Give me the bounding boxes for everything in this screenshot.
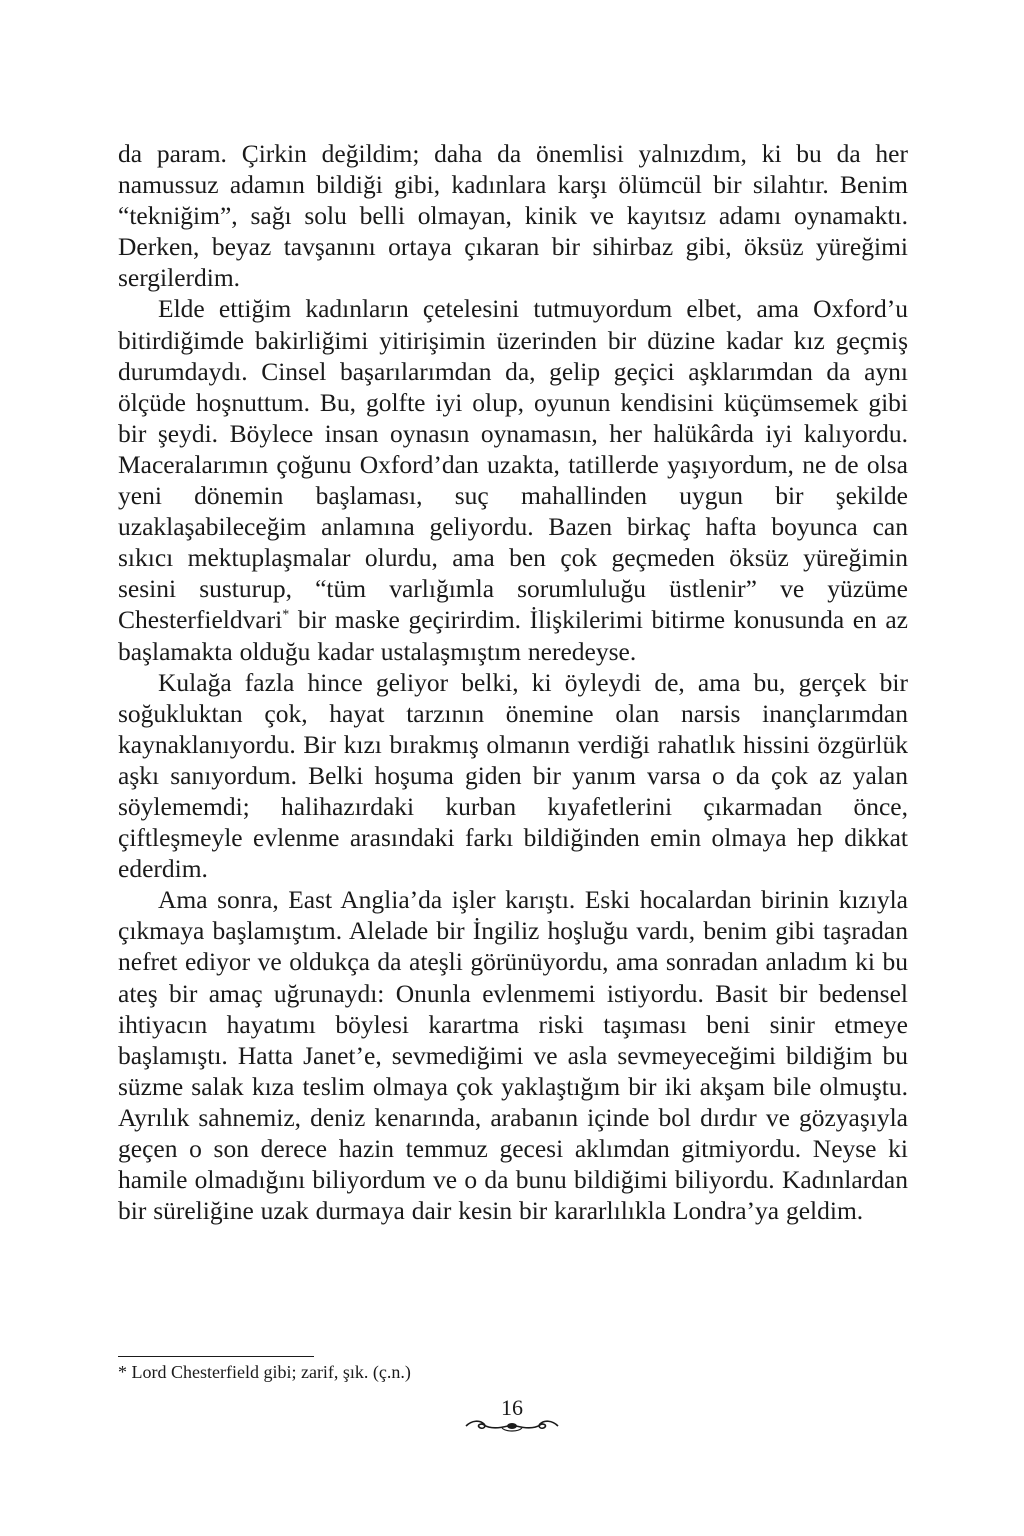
- paragraph: Kulağa fazla hince geliyor belki, ki öyleydi de, ama bu, gerçek bir soğukluktan çok, hayat tarzının önemine olan narsis inançlarımdan kaynaklanıyordu. Bir kızı bırakmış olmanın verdiği rahatlık hissini özgürlük aşkı sanıyordum. Belki hoşuma giden bir yanım varsa o da çok az yalan söylememdi; halihazırdaki kurban kıyafetlerini çıkarmadan önce, çiftleşmeyle evlenme arasındaki farkı bildiğinden emin olmaya hep dikkat ederdim.: [118, 667, 908, 884]
- page-body: [118, 138, 908, 1226]
- paragraph: Ama sonra, East Anglia’da işler karıştı. Eski hocalardan birinin kızıyla çıkmaya başlamıştım. Alelade bir İngiliz hoşluğu vardı, benim gibi taşradan nefret ediyor ve oldukça da ateşli görünüyordu, ama sonradan anladım ki bu ateş bir amaç uğrunaydı: Onunla evlenmemi istiyordu. Basit bir bedensel ihtiyacın hayatımı böylesi karartma riski taşıması beni sinir etmeye başlamıştı. Hatta Janet’e, sevmediğimi ve asla sevmeyeceğimi bildiğim bu süzme salak kıza teslim olmaya çok yaklaştığım bir iki akşam bile olmuştu. Ayrılık sahnemiz, deniz kenarında, arabanın içinde bol dırdır ve gözyaşıyla geçen o son derece hazin temmuz gecesi aklımdan gitmiyordu. Neyse ki hamile olmadığını biliyordum ve o da bunu bildiğimi biliyordu. Kadınlardan bir süreliğine uzak durmaya dair kesin bir kararlılıkla Londra’ya geldim.: [118, 885, 908, 1226]
- paragraph: da param. Çirkin değildim; daha da önemlisi yalnızdım, ki bu da her namussuz adamın bildiği gibi, kadınlara karşı ölümcül bir silahtır. Benim “tekniğim”, sağı solu belli olmayan, kinik ve kayıtsız adamı oynamaktı. Derken, beyaz tavşanını ortaya çıkaran bir sihirbaz gibi, öksüz yüreğimi sergilerdim.: [118, 139, 908, 293]
- paragraph-text: bir maske geçirirdim. İlişkilerimi bitirme konusunda en az başlamakta olduğu kadar ustalaşmıştım neredeyse.: [118, 605, 908, 666]
- scroll-flourish-icon: [462, 1418, 562, 1434]
- footnote-divider: [118, 1356, 314, 1357]
- footnote: * Lord Chesterfield gibi; zarif, şık. (ç.n.): [118, 1362, 411, 1382]
- body-text: [118, 138, 908, 1226]
- paragraph: [118, 293, 908, 666]
- paragraph-text: Elde ettiğim kadınların çetelesini tutmuyordum elbet, ama Oxford’u bitirdiğimde bakirliğimi yitirişimin üzerinden bir düzine kadar kız geçmiş durumdaydı. Cinsel başarılarımdan da, gelip geçici aşklarımdan da aynı ölçüde hoşnuttum. Bu, golfte iyi olup, oyunun kendisini küçümsemek gibi bir şeydi. Böylece insan oynasın oynamasın, her halükârda iyi kalıyordu. Maceralarımın çoğunu Oxford’dan uzakta, tatillerde yaşıyordum, ne de olsa yeni dönemin başlaması, suç mahallinden uygun bir şekilde uzaklaşabileceğim anlamına geliyordu. Bazen birkaç hafta boyunca can sıkıcı mektuplaşmalar olurdu, ama ben çok geçmeden öksüz yüreğimin sesini susturup, “tüm varlığımla sorumluluğu üstlenir” ve yüzüme Chesterfieldvari: [118, 294, 908, 635]
- footnote-marker: *: [282, 607, 290, 623]
- page-number: 16: [501, 1395, 523, 1420]
